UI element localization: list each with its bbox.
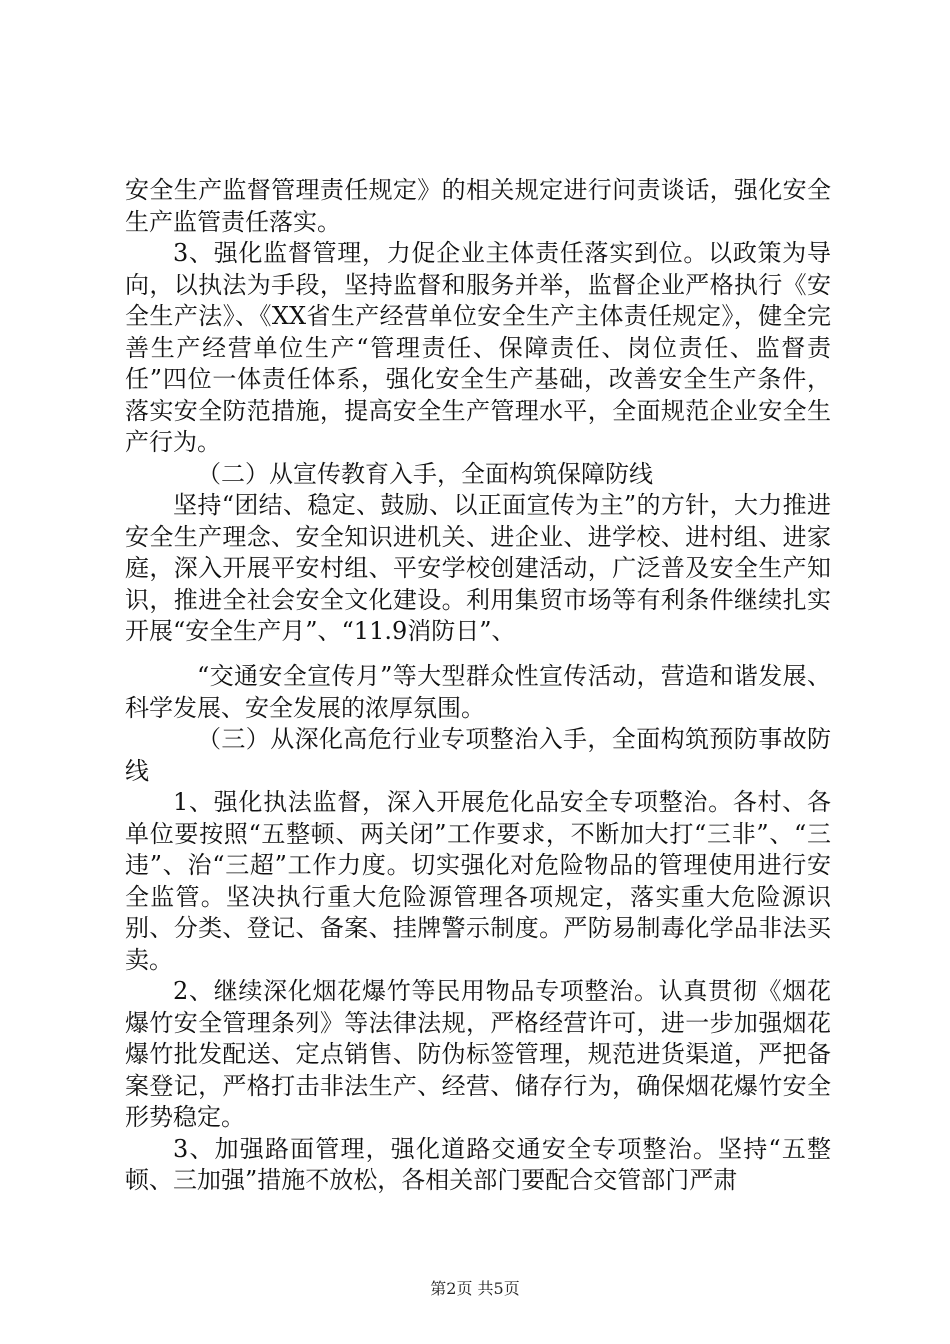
paragraph-item-3: 3、强化监督管理，力促企业主体责任落实到位。以政策为导向，以执法为手段，坚持监督和服务并举，监督企业严格执行《安全生产法》、《XX省生产经营单位安全生产主体责任规定》，健全完善生产经营单位生产“管理责任、保障责任、岗位责任、监督责任”四位一体责任体系，强化安全生产基础，改善安全生产条件，落实安全防范措施，提高安全生产管理水平，全面规范企业安全生产行为。 — [125, 239, 831, 456]
document-body-bottom — [125, 661, 831, 1197]
document-body-top — [125, 175, 831, 648]
paragraph-item-1: 1、强化执法监督，深入开展危化品安全专项整治。各村、各单位要按照“五整顿、两关闭”工作要求，不断加大打“三非”、“三违”、治“三超”工作力度。切实强化对危险物品的管理使用进行安全监管。坚决执行重大危险源管理各项规定，落实重大危险源识别、分类、登记、备案、挂牌警示制度。严防易制毒化学品非法买卖。 — [125, 788, 831, 974]
paragraph-publicity-continued: “交通安全宣传月”等大型群众性宣传活动，营造和谐发展、科学发展、安全发展的浓厚氛围。 — [125, 662, 831, 722]
paragraph-item-2: 2、继续深化烟花爆竹等民用物品专项整治。认真贯彻《烟花爆竹安全管理条列》等法律法规，严格经营许可，进一步加强烟花爆竹批发配送、定点销售、防伪标签管理，规范进货渠道，严把备案登记，严格打击非法生产、经营、储存行为，确保烟花爆竹安全形势稳定。 — [125, 977, 831, 1131]
section-heading-2: （二）从宣传教育入手，全面构筑保障防线 — [197, 459, 653, 488]
section-heading-3: （三）从深化高危行业专项整治入手，全面构筑预防事故防线 — [125, 725, 831, 785]
paragraph-item-3-traffic: 3、加强路面管理，强化道路交通安全专项整治。坚持“五整顿、三加强”措施不放松，各相关部门要配合交管部门严肃 — [125, 1134, 831, 1194]
paragraph-continuation: 安全生产监督管理责任规定》的相关规定进行问责谈话，强化安全生产监管责任落实。 — [125, 176, 831, 236]
paragraph-publicity: 坚持“团结、稳定、鼓励、以正面宣传为主”的方针，大力推进安全生产理念、安全知识进机关、进企业、进学校、进村组、进家庭，深入开展平安村组、平安学校创建活动，广泛普及安全生产知识，推进全社会安全文化建设。利用集贸市场等有利条件继续扎实开展“安全生产月”、“11.9消防日”、 — [125, 491, 831, 645]
page-number: 第2页 共5页 — [430, 1279, 520, 1298]
